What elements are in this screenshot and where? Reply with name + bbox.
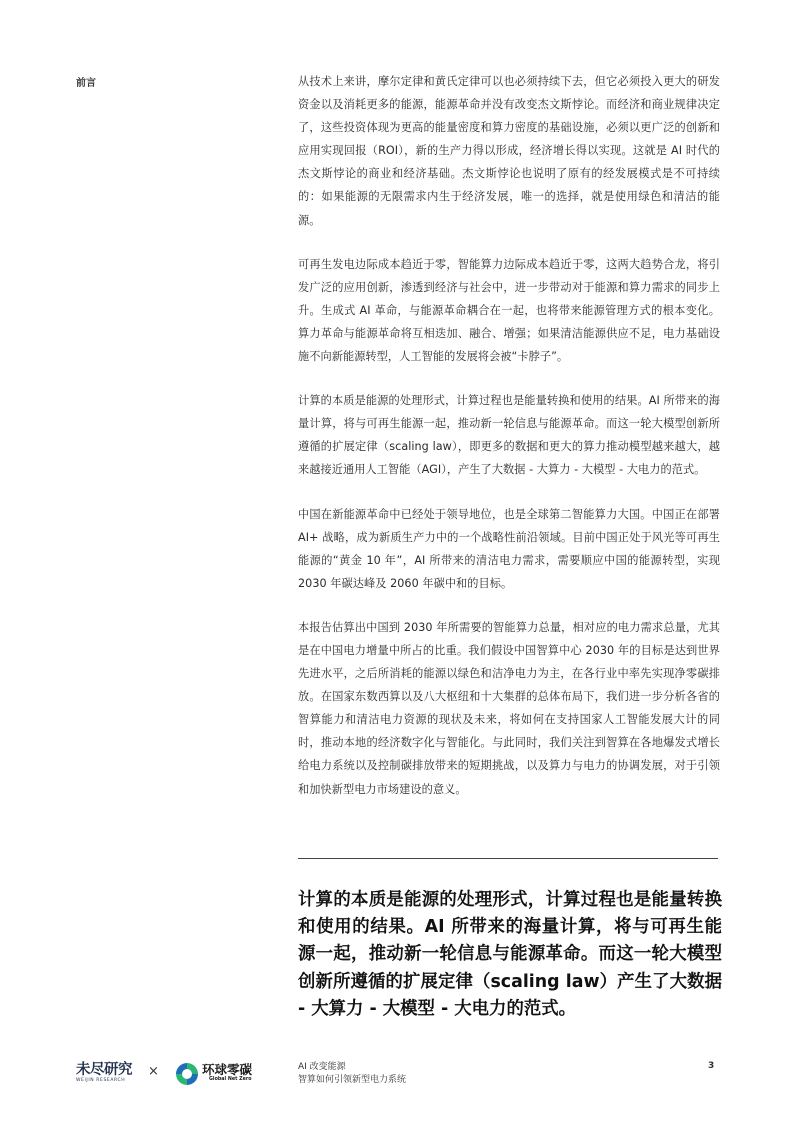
paragraph: 可再生发电边际成本趋近于零，智能算力边际成本趋近于零，这两大趋势合龙，将引发广泛的应用创新，渗透到经济与社会中，进一步带动对于能源和算力需求的同步上升。生成式 AI 革命，与能源革命耦合在一起，也将带来能源管理方式的根本变化。算力革命与能源革命将互相迭加、融合、增强；如果清洁能源供应不足，电力基础设施不向新能源转型，人工智能的发展将会被“卡脖子”。 [298, 257, 720, 364]
report-subtitle: 智算如何引领新型电力系统 [298, 1075, 407, 1085]
pull-quote: 计算的本质是能源的处理形式，计算过程也是能量转换和使用的结果。AI 所带来的海量计算，将与可再生能源一起，推动新一轮信息与能源革命。而这一轮大模型创新所遵循的扩展定律（scaling law）产生了大数据 - 大算力 - 大模型 - 大电力的范式。 [298, 890, 722, 1019]
global-net-zero-wordmark: 环球零碳 [202, 1062, 253, 1077]
collaboration-separator: × [148, 1064, 159, 1079]
paragraph: 从技术上来讲，摩尔定律和黄氏定律可以也必须持续下去，但它必须投入更大的研发资金以及消耗更多的能源，能源革命并没有改变杰文斯悖论。而经济和商业规律决定了，这些投资体现为更高的能量密度和算力密度的基础设施，必须以更广泛的创新和应用实现回报（ROI），新的生产力得以形成，经济增长得以实现。这就是 AI 时代的杰文斯悖论的商业和经济基础。杰文斯悖论也说明了原有的经发展模式是不可持续的：如果能源的无限需求内生于经济发展，唯一的选择，就是使用绿色和清洁的能源。 [298, 75, 720, 227]
divider [298, 858, 718, 859]
section-label: 前言 [76, 78, 96, 89]
weijin-logo-subtitle: WEIJIN RESEARCH [76, 1078, 126, 1083]
paragraph: 计算的本质是能源的处理形式，计算过程也是能量转换和使用的结果。AI 所带来的海量计算，将与可再生能源一起，推动新一轮信息与能源革命。而这一轮大模型创新所遵循的扩展定律（scaling law），即更多的数据和更大的算力推动模型越来越大，越来越接近通用人工智能（AGI），产生了大数据 - 大算力 - 大模型 - 大电力的范式。 [298, 394, 720, 477]
weijin-research-logo [76, 1061, 134, 1084]
paragraph: 本报告估算出中国到 2030 年所需要的智能算力总量，相对应的电力需求总量，尤其是在中国电力增量中所占的比重。我们假设中国智算中心 2030 年的目标是达到世界先进水平，之后所消耗的能源以绿色和洁净电力为主，在各行业中率先实现净零碳排放。在国家东数西算以及八大枢纽和十大集群的总体布局下，我们进一步分析各省的智算能力和清洁电力资源的现状及未来，将如何在支持国家人工智能发展大计的同时，推动本地的经济数字化与智能化。与此同时，我们关注到智算在各地爆发式增长给电力系统以及控制碳排放带来的短期挑战，以及算力与电力的协调发展，对于引领和加快新型电力市场建设的意义。 [298, 620, 720, 796]
global-net-zero-subtitle: Global Net Zero [209, 1077, 252, 1082]
global-net-zero-logo [175, 1061, 265, 1089]
paragraph: 中国在新能源革命中已经处于领导地位，也是全球第二智能算力大国。中国正在部署 AI+ 战略，成为新质生产力中的一个战略性前沿领域。目前中国正处于风光等可再生能源的“黄金 10 年”，AI 所带来的清洁电力需求，需要顺应中国的能源转型，实现 2030 年碳达峰及 2060 年碳中和的目标。 [298, 507, 720, 590]
global-net-zero-emblem-icon [175, 1062, 199, 1086]
weijin-logo-wordmark: 未尽研究 [76, 1061, 132, 1078]
report-title: AI 改变能源 [298, 1062, 346, 1072]
body-text [298, 70, 720, 822]
page-number: 3 [708, 1061, 715, 1071]
footer-report-info [298, 1061, 406, 1087]
